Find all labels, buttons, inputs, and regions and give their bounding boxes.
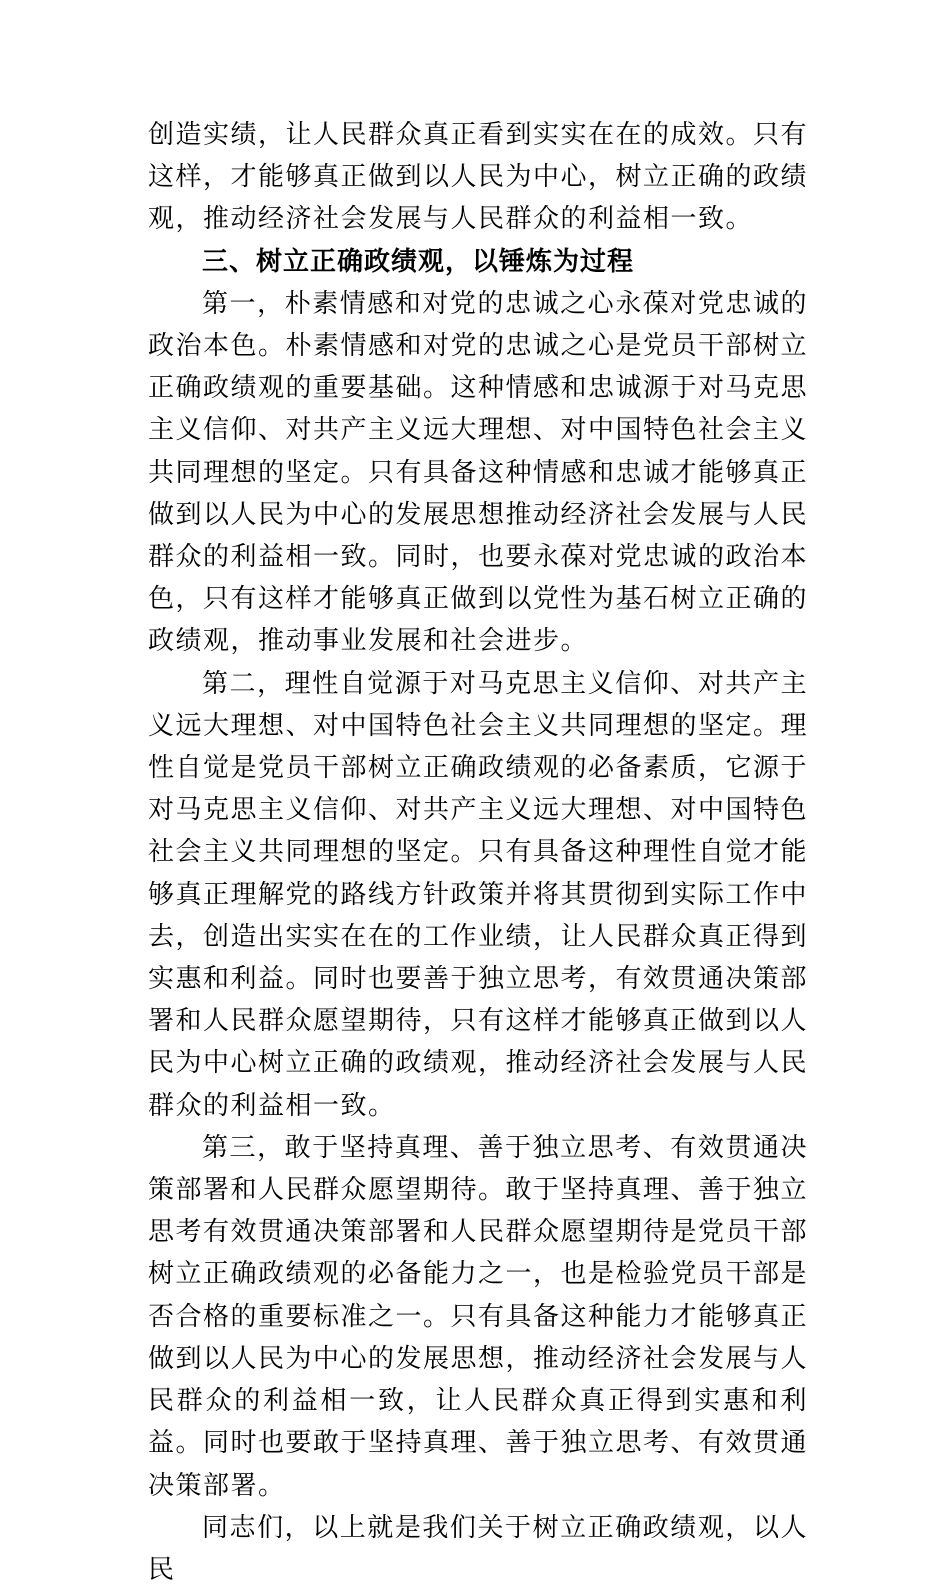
section-heading: 三、树立正确政绩观，以锤炼为过程	[202, 246, 635, 277]
paragraph-second: 第二，理性自觉源于对马克思主义信仰、对共产主义远大理想、对中国特色社会主义共同理想的坚定。理性自觉是党员干部树立正确政绩观的必备素质，它源于对马克思主义信仰、对共产主义远大理想、对中国特色社会主义共同理想的坚定。只有具备这种理性自觉才能够真正理解党的路线方针政策并将其贯彻到实际工作中去，创造出实实在在的工作业绩，让人民群众真正得到实惠和利益。同时也要善于独立思考，有效贯通决策部署和人民群众愿望期待，只有这样才能够真正做到以人民为中心树立正确的政绩观，推动经济社会发展与人民群众的利益相一致。	[148, 668, 809, 1121]
paragraph-continuation: 创造实绩，让人民群众真正看到实实在在的成效。只有这样，才能够真正做到以人民为中心，树立正确的政绩观，推动经济社会发展与人民群众的利益相一致。	[148, 120, 809, 235]
paragraph-closing: 同志们，以上就是我们关于树立正确政绩观，以人民	[148, 1512, 808, 1585]
document-page	[148, 114, 808, 1591]
paragraph-third: 第三，敢于坚持真理、善于独立思考、有效贯通决策部署和人民群众愿望期待。敢于坚持真理、善于独立思考有效贯通决策部署和人民群众愿望期待是党员干部树立正确政绩观的必备能力之一，也是检验党员干部是否合格的重要标准之一。只有具备这种能力才能够真正做到以人民为中心的发展思想，推动经济社会发展与人民群众的利益相一致，让人民群众真正得到实惠和利益。同时也要敢于坚持真理、善于独立思考、有效贯通决策部署。	[148, 1132, 809, 1501]
paragraph-first: 第一，朴素情感和对党的忠诚之心永葆对党忠诚的政治本色。朴素情感和对党的忠诚之心是党员干部树立正确政绩观的重要基础。这种情感和忠诚源于对马克思主义信仰、对共产主义远大理想、对中国特色社会主义共同理想的坚定。只有具备这种情感和忠诚才能够真正做到以人民为中心的发展思想推动经济社会发展与人民群众的利益相一致。同时，也要永葆对党忠诚的政治本色，只有这样才能够真正做到以党性为基石树立正确的政绩观，推动事业发展和社会进步。	[148, 288, 809, 657]
